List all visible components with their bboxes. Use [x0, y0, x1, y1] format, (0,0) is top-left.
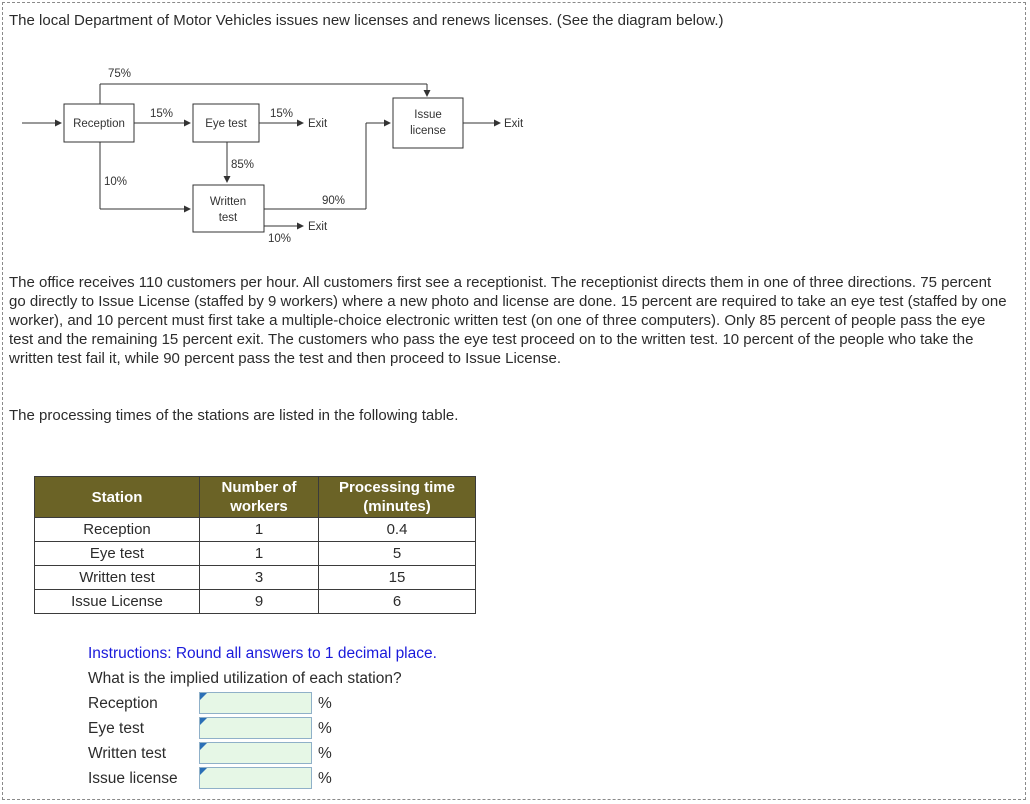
field-marker-icon	[200, 718, 207, 725]
reception-label: Reception	[73, 118, 125, 130]
table-intro-paragraph: The processing times of the stations are listed in the following table.	[9, 407, 459, 424]
cell-workers: 3	[200, 566, 319, 590]
table-row	[35, 566, 476, 590]
reception-utilization-input[interactable]	[199, 692, 312, 714]
table-row	[35, 590, 476, 614]
label-15-percent-eye: 15%	[270, 108, 294, 120]
header-time-line1: Processing time	[339, 479, 455, 496]
eye-test-label: Eye test	[205, 118, 247, 130]
answer-label-issue-license: Issue license	[88, 770, 178, 787]
cell-time: 5	[319, 542, 476, 566]
exit-issue-label: Exit	[504, 118, 524, 130]
percent-unit: %	[318, 745, 332, 762]
table-row	[35, 542, 476, 566]
written-test-node	[193, 185, 264, 232]
processing-times-table	[34, 476, 476, 614]
table-row	[35, 518, 476, 542]
issue-license-label-2: license	[410, 125, 446, 137]
written-test-label-1: Written	[209, 196, 247, 208]
instructions-text: Instructions: Round all answers to 1 decimal place.	[88, 645, 437, 662]
header-workers-line2: workers	[230, 498, 288, 515]
cell-station: Eye test	[35, 542, 200, 566]
cell-time: 0.4	[319, 518, 476, 542]
label-15-percent-reception: 15%	[150, 108, 174, 120]
table-header-row	[35, 477, 476, 518]
answer-label-eye-test: Eye test	[88, 720, 144, 737]
cell-time: 15	[319, 566, 476, 590]
label-75-percent: 75%	[108, 68, 132, 80]
header-workers-line1: Number of	[221, 479, 297, 496]
issue-license-label-1: Issue	[414, 109, 442, 121]
exit-written-label: Exit	[308, 221, 328, 233]
cell-station: Written test	[35, 566, 200, 590]
label-10-percent-written: 10%	[268, 233, 292, 245]
flow-diagram	[0, 0, 560, 260]
cell-time: 6	[319, 590, 476, 614]
cell-workers: 1	[200, 518, 319, 542]
answer-label-reception: Reception	[88, 695, 158, 712]
field-marker-icon	[200, 693, 207, 700]
written-test-utilization-input[interactable]	[199, 742, 312, 764]
header-processing-time	[319, 477, 476, 518]
problem-paragraph: The office receives 110 customers per hour. All customers first see a receptionist. The receptionist directs them in one of three directions. 75 percent go directly to Issue License (staffed by 9 workers) where a new photo and license are done. 15 percent are required to take an eye test (staffed by one worker), and 10 percent must first take a multiple-choice electronic written test (on one of three computers). Only 85 percent of people pass the eye test and the remaining 15 percent exit. The customers who pass the eye test proceed on to the written test. 10 percent of the people who take the written test fail it, while 90 percent pass the test and then proceed to Issue License.	[9, 274, 1007, 367]
header-station: Station	[35, 477, 200, 518]
issue-license-node	[393, 98, 463, 148]
cell-workers: 9	[200, 590, 319, 614]
header-workers	[200, 477, 319, 518]
cell-station: Issue License	[35, 590, 200, 614]
field-marker-icon	[200, 743, 207, 750]
written-test-label-2: test	[218, 212, 238, 224]
cell-station: Reception	[35, 518, 200, 542]
cell-workers: 1	[200, 542, 319, 566]
percent-unit: %	[318, 720, 332, 737]
label-85-percent: 85%	[231, 159, 255, 171]
header-time-line2: (minutes)	[363, 498, 431, 515]
question-text: What is the implied utilization of each station?	[88, 670, 402, 687]
eye-test-utilization-input[interactable]	[199, 717, 312, 739]
label-90-percent: 90%	[322, 195, 346, 207]
answer-label-written-test: Written test	[88, 745, 167, 762]
label-10-percent-reception: 10%	[104, 176, 128, 188]
field-marker-icon	[200, 768, 207, 775]
issue-license-utilization-input[interactable]	[199, 767, 312, 789]
percent-unit: %	[318, 770, 332, 787]
percent-unit: %	[318, 695, 332, 712]
intro-text: The local Department of Motor Vehicles issues new licenses and renews licenses. (See the diagram below.)	[9, 12, 724, 29]
exit-eye-label: Exit	[308, 118, 328, 130]
